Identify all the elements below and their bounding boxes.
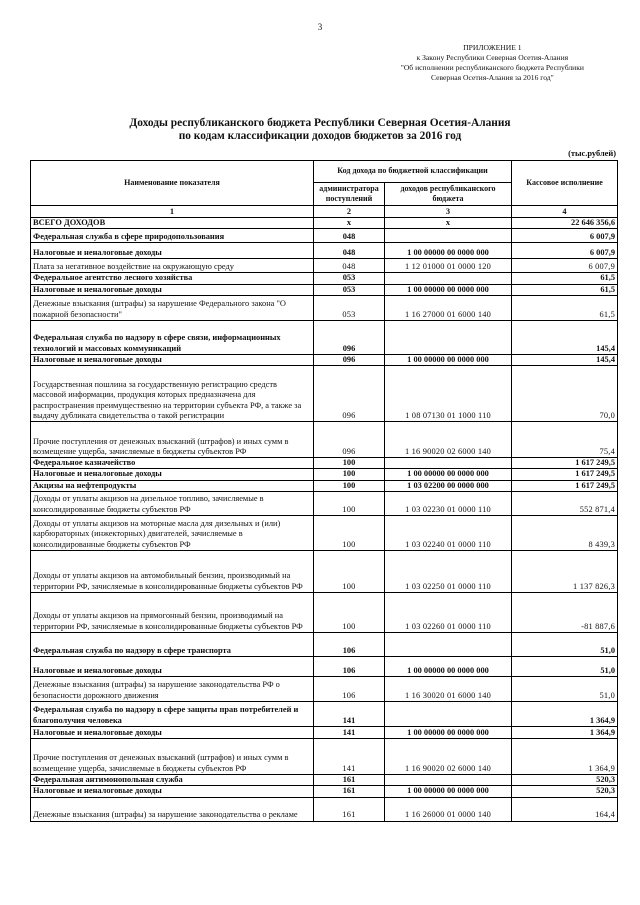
row-name-cell: Прочие поступления от денежных взысканий (штрафов) и иных сумм в возмещение ущерба, зачисляемые в бюджеты субъектов РФ [31,739,314,775]
row-code-cell: 1 00 00000 00 0000 000 [385,727,512,739]
row-admin-cell: 161 [314,797,385,821]
table-row [31,284,618,295]
table-row [31,295,618,320]
row-value-cell: 552 871,4 [512,492,618,516]
row-code-cell [385,320,512,354]
row-code-cell: 1 16 30020 01 6000 140 [385,677,512,702]
row-admin-cell: 096 [314,366,385,422]
header-admin: администратора поступлений [314,183,385,206]
row-code-cell: 1 16 90020 02 6000 140 [385,422,512,458]
row-code-cell [385,458,512,469]
row-admin-cell: 096 [314,320,385,354]
appendix-block [401,43,584,83]
row-name-cell: Доходы от уплаты акцизов на моторные масла для дизельных и (или) карбюраторных (инжекторных) двигателей, зачисляемые в консолидированные бюджеты субъектов РФ [31,516,314,551]
table-row [31,458,618,469]
row-code-cell [385,633,512,657]
row-admin-cell: 096 [314,422,385,458]
row-value-cell: 6 007,9 [512,229,618,243]
row-code-cell: 1 03 02250 01 0000 110 [385,551,512,593]
row-value-cell: 164,4 [512,797,618,821]
row-name-cell: ВСЕГО ДОХОДОВ [31,218,314,229]
row-admin-cell: 100 [314,469,385,480]
row-admin-cell: 096 [314,354,385,365]
row-code-cell: 1 03 02240 01 0000 110 [385,516,512,551]
table-row [31,677,618,702]
row-admin-cell: 100 [314,458,385,469]
row-admin-cell: x [314,218,385,229]
row-code-cell: 1 08 07130 01 1000 110 [385,366,512,422]
row-name-cell: Плата за негативное воздействие на окружающую среду [31,259,314,273]
row-admin-cell: 141 [314,739,385,775]
row-code-cell: 1 03 02230 01 0000 110 [385,492,512,516]
table-row [31,243,618,259]
row-value-cell: 75,4 [512,422,618,458]
row-admin-cell: 053 [314,273,385,284]
row-admin-cell: 106 [314,677,385,702]
row-code-cell: 1 00 00000 00 0000 000 [385,354,512,365]
units-label: (тыс.рублей) [568,149,616,158]
column-number: 2 [314,206,385,218]
column-number: 1 [31,206,314,218]
row-value-cell: 1 137 826,3 [512,551,618,593]
row-admin-cell: 100 [314,516,385,551]
row-name-cell: Федеральная служба по надзору в сфере связи, информационных технологий и массовых коммуникаций [31,320,314,354]
title-line-1: Доходы республиканского бюджета Республики Северная Осетия-Алания [129,117,511,129]
row-value-cell: 51,0 [512,677,618,702]
table-body [31,218,618,822]
table-row [31,422,618,458]
row-admin-cell: 100 [314,551,385,593]
row-code-cell: 1 00 00000 00 0000 000 [385,469,512,480]
row-admin-cell: 100 [314,480,385,491]
appendix-line: Северная Осетия-Алания за 2016 год" [430,73,554,82]
table-row [31,593,618,633]
row-admin-cell: 141 [314,702,385,727]
appendix-line: к Закону Республики Северная Осетия-Алания [416,53,569,62]
row-code-cell: 1 16 26000 01 0000 140 [385,797,512,821]
row-name-cell: Налоговые и неналоговые доходы [31,284,314,295]
table-row [31,739,618,775]
row-name-cell: Федеральная служба по надзору в сфере транспорта [31,633,314,657]
table-row [31,633,618,657]
row-value-cell: 51,0 [512,633,618,657]
row-name-cell: Федеральное агентство лесного хозяйства [31,273,314,284]
row-value-cell: 61,5 [512,295,618,320]
row-value-cell: 51,0 [512,657,618,677]
row-value-cell: 61,5 [512,273,618,284]
row-name-cell: Доходы от уплаты акцизов на дизельное топливо, зачисляемые в консолидированные бюджеты субъектов РФ [31,492,314,516]
header-name: Наименование показателя [31,161,314,206]
row-value-cell: 1 364,9 [512,702,618,727]
row-value-cell: 6 007,9 [512,259,618,273]
row-value-cell: 1 617 249,5 [512,469,618,480]
table-row [31,469,618,480]
table-row [31,492,618,516]
title-line-2: по кодам классификации доходов бюджетов за 2016 год [178,130,462,142]
revenue-table [30,160,618,822]
row-value-cell: 1 364,9 [512,739,618,775]
row-admin-cell: 161 [314,775,385,786]
table-row [31,551,618,593]
table-row [31,320,618,354]
row-code-cell: 1 16 90020 02 6000 140 [385,739,512,775]
row-name-cell: Акцизы на нефтепродукты [31,480,314,491]
row-code-cell: 1 00 00000 00 0000 000 [385,284,512,295]
row-name-cell: Доходы от уплаты акцизов на прямогонный бензин, производимый на территории РФ, зачисляемые в консолидированные бюджеты субъектов РФ [31,593,314,633]
row-name-cell: Федеральная антимонопольная служба [31,775,314,786]
row-code-cell: 1 16 27000 01 6000 140 [385,295,512,320]
row-code-cell: 1 00 00000 00 0000 000 [385,657,512,677]
row-value-cell: 6 007,9 [512,243,618,259]
row-value-cell: 1 364,9 [512,727,618,739]
row-name-cell: Налоговые и неналоговые доходы [31,657,314,677]
appendix-line: "Об исполнении республиканского бюджета Республики [400,63,584,72]
table-row [31,702,618,727]
row-admin-cell: 048 [314,259,385,273]
row-name-cell: Денежные взыскания (штрафы) за нарушение Федерального закона "О пожарной безопасности" [31,295,314,320]
row-code-cell: 1 12 01000 01 0000 120 [385,259,512,273]
row-name-cell: Прочие поступления от денежных взысканий (штрафов) и иных сумм в возмещение ущерба, зачисляемые в бюджеты субъектов РФ [31,422,314,458]
row-code-cell: x [385,218,512,229]
row-name-cell: Денежные взыскания (штрафы) за нарушение законодательства РФ о безопасности дорожного движения [31,677,314,702]
table-row [31,775,618,786]
row-admin-cell: 100 [314,492,385,516]
page-number: 3 [317,22,323,32]
row-code-cell: 1 00 00000 00 0000 000 [385,243,512,259]
row-value-cell: 61,5 [512,284,618,295]
table-row [31,366,618,422]
table-row [31,354,618,365]
row-name-cell: Налоговые и неналоговые доходы [31,786,314,797]
row-name-cell: Налоговые и неналоговые доходы [31,354,314,365]
row-admin-cell: 106 [314,657,385,677]
row-name-cell: Денежные взыскания (штрафы) за нарушение законодательства о рекламе [31,797,314,821]
row-admin-cell: 048 [314,243,385,259]
row-admin-cell: 053 [314,284,385,295]
row-name-cell: Федеральная служба по надзору в сфере защиты прав потребителей и благополучия человека [31,702,314,727]
row-name-cell: Доходы от уплаты акцизов на автомобильный бензин, производимый на территории РФ, зачисляемые в консолидированные бюджеты субъектов РФ [31,551,314,593]
table-row [31,273,618,284]
row-admin-cell: 100 [314,593,385,633]
row-name-cell: Налоговые и неналоговые доходы [31,469,314,480]
table-row [31,727,618,739]
row-value-cell: 145,4 [512,320,618,354]
row-code-cell [385,702,512,727]
row-value-cell: 145,4 [512,354,618,365]
document-title [0,117,640,143]
header-revenue-code: доходов республиканского бюджета [385,183,512,206]
table-row [31,786,618,797]
row-name-cell: Налоговые и неналоговые доходы [31,727,314,739]
table-row [31,657,618,677]
row-admin-cell: 106 [314,633,385,657]
row-admin-cell: 053 [314,295,385,320]
row-value-cell: 520,3 [512,775,618,786]
row-code-cell [385,229,512,243]
row-name-cell: Налоговые и неналоговые доходы [31,243,314,259]
table-row [31,480,618,491]
row-code-cell: 1 00 00000 00 0000 000 [385,786,512,797]
row-name-cell: Федеральное казначейство [31,458,314,469]
row-code-cell [385,273,512,284]
table-row [31,516,618,551]
table-row [31,259,618,273]
row-name-cell: Государственная пошлина за государственную регистрацию средств массовой информации, продукция которых предназначена для распространения преимущественно на территории субъекта РФ, а также за выдачу дубликата свидетельства о такой регистрации [31,366,314,422]
row-admin-cell: 161 [314,786,385,797]
table-row [31,229,618,243]
row-admin-cell: 048 [314,229,385,243]
table-row [31,797,618,821]
column-number: 4 [512,206,618,218]
row-code-cell: 1 03 02260 01 0000 110 [385,593,512,633]
row-value-cell: 70,0 [512,366,618,422]
column-number: 3 [385,206,512,218]
appendix-line: ПРИЛОЖЕНИЕ 1 [463,43,522,52]
row-value-cell: 8 439,3 [512,516,618,551]
header-execution: Кассовое исполнение [512,161,618,206]
row-admin-cell: 141 [314,727,385,739]
row-value-cell: -81 887,6 [512,593,618,633]
row-value-cell: 22 646 356,6 [512,218,618,229]
row-code-cell [385,775,512,786]
row-value-cell: 1 617 249,5 [512,458,618,469]
row-value-cell: 1 617 249,5 [512,480,618,491]
row-code-cell: 1 03 02200 00 0000 000 [385,480,512,491]
header-code-group: Код дохода по бюджетной классификации [314,161,512,183]
table-row [31,218,618,229]
row-value-cell: 520,3 [512,786,618,797]
row-name-cell: Федеральная служба в сфере природопользования [31,229,314,243]
